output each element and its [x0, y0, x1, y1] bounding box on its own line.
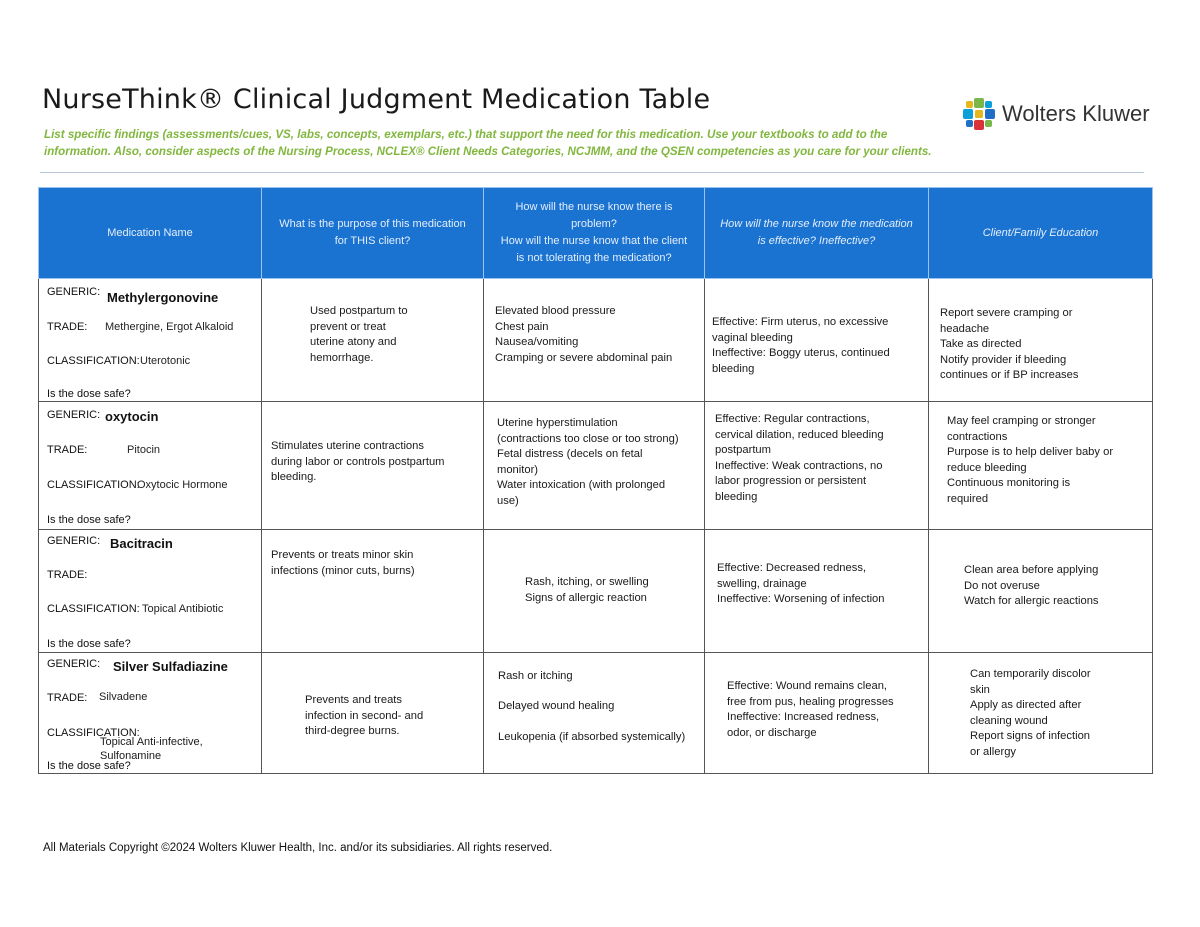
logo-text: Wolters Kluwer — [1002, 101, 1150, 126]
purpose-text: Prevents or treats minor skin infections (minor cuts, burns) — [271, 549, 415, 577]
generic-label: GENERIC: — [47, 658, 101, 670]
classification-label: CLASSIFICATION: — [47, 355, 140, 367]
classification-label: CLASSIFICATION: — [47, 727, 140, 739]
purpose-text: Stimulates uterine contractions during labor or controls postpartum bleeding. — [271, 440, 445, 483]
instructions-text: List specific findings (assessments/cues, VS, labs, concepts, exemplars, etc.) that support the need for this medication. Use your textbooks to add to the information. Also, consider aspects of the Nursing Process, NCLEX® Client Needs Categories, NCJMM, and the QSEN competencies as you care for your clients. — [44, 128, 932, 158]
table-row — [39, 402, 1153, 530]
classification-value: Uterotonic — [140, 355, 191, 367]
col-problem: How will the nurse know there is problem? How will the nurse know that the client is not tolerating the medication? — [484, 188, 705, 279]
effectiveness-text: Effective: Decreased redness, swelling, drainage Ineffective: Worsening of infection — [717, 562, 885, 605]
problem-text: Rash, itching, or swelling Signs of allergic reaction — [525, 576, 649, 604]
generic-label: GENERIC: — [47, 409, 101, 421]
generic-label: GENERIC: — [47, 286, 101, 298]
table-row — [39, 279, 1153, 402]
medication-name-cell — [39, 279, 262, 402]
effectiveness-cell — [705, 279, 929, 402]
table-row — [39, 530, 1153, 653]
trade-label: TRADE: — [47, 321, 88, 333]
copyright-footer: All Materials Copyright ©2024 Wolters Kluwer Health, Inc. and/or its subsidiaries. All rights reserved. — [43, 842, 553, 854]
generic-label: GENERIC: — [47, 535, 101, 547]
purpose-cell — [262, 402, 484, 530]
trade-value: Pitocin — [127, 444, 161, 456]
header-divider — [40, 172, 1144, 173]
education-text: Can temporarily discolor skin Apply as directed after cleaning wound Report signs of infection or allergy — [970, 668, 1091, 758]
col-education: Client/Family Education — [929, 188, 1153, 279]
dose-safe-label: Is the dose safe? — [47, 638, 131, 650]
purpose-cell — [262, 530, 484, 653]
education-text: Clean area before applying Do not overuse Watch for allergic reactions — [964, 564, 1099, 607]
problem-text: Rash or itching — [498, 670, 573, 682]
generic-value: Methylergonovine — [107, 290, 219, 305]
education-cell — [929, 530, 1153, 653]
problem-cell — [484, 653, 705, 774]
classification-value: Topical Antibiotic — [142, 603, 224, 615]
generic-value: Silver Sulfadiazine — [113, 659, 228, 674]
purpose-cell — [262, 279, 484, 402]
problem-cell — [484, 530, 705, 653]
classification-label: CLASSIFICATION: — [47, 479, 140, 491]
problem-text: Delayed wound healing — [498, 700, 615, 712]
trade-label: TRADE: — [47, 444, 88, 456]
purpose-text: Used postpartum to prevent or treat uterine atony and hemorrhage. — [310, 305, 408, 364]
trade-value: Silvadene — [99, 691, 148, 703]
effectiveness-cell — [705, 530, 929, 653]
effectiveness-text: Effective: Wound remains clean, free from pus, healing progresses Ineffective: Increased redness, odor, or discharge — [727, 680, 894, 739]
problem-cell — [484, 279, 705, 402]
classification-label: CLASSIFICATION: — [47, 603, 140, 615]
classification-value: Topical Anti-infective, Sulfonamine — [100, 736, 203, 762]
trade-label: TRADE: — [47, 692, 88, 704]
table-header-row — [39, 188, 1153, 279]
education-text: May feel cramping or stronger contractions Purpose is to help deliver baby or reduce bleeding Continuous monitoring is required — [947, 415, 1114, 505]
medication-name-cell — [39, 530, 262, 653]
education-cell — [929, 402, 1153, 530]
problem-text: Leukopenia (if absorbed systemically) — [498, 731, 686, 743]
wolters-kluwer-logo — [962, 97, 1150, 131]
wolters-kluwer-logo-icon — [962, 97, 996, 131]
effectiveness-cell — [705, 653, 929, 774]
problem-cell — [484, 402, 705, 530]
purpose-text: Prevents and treats infection in second- and third-degree burns. — [305, 694, 424, 737]
generic-value: Bacitracin — [110, 536, 173, 551]
medication-name-cell — [39, 402, 262, 530]
education-cell — [929, 279, 1153, 402]
effectiveness-text: Effective: Regular contractions, cervical dilation, reduced bleeding postpartum Ineffective: Weak contractions, no labor progression or persistent bleeding — [715, 413, 884, 503]
col-effectiveness: How will the nurse know the medication is effective? Ineffective? — [705, 188, 929, 279]
dose-safe-label: Is the dose safe? — [47, 514, 131, 526]
dose-safe-label: Is the dose safe? — [47, 388, 131, 400]
trade-value: Methergine, Ergot Alkaloid — [105, 321, 234, 333]
effectiveness-text: Effective: Firm uterus, no excessive vaginal bleeding Ineffective: Boggy uterus, continued bleeding — [712, 316, 890, 375]
classification-value: Oxytocic Hormone — [137, 479, 228, 491]
problem-text: Elevated blood pressure Chest pain Nausea/vomiting Cramping or severe abdominal pain — [495, 305, 673, 364]
col-medication-name: Medication Name — [39, 188, 262, 279]
effectiveness-cell — [705, 402, 929, 530]
dose-safe-label: Is the dose safe? — [47, 760, 131, 772]
education-cell — [929, 653, 1153, 774]
medication-table — [38, 187, 1153, 774]
education-text: Report severe cramping or headache Take as directed Notify provider if bleeding continues or if BP increases — [940, 307, 1079, 381]
col-purpose: What is the purpose of this medication for THIS client? — [262, 188, 484, 279]
trade-label: TRADE: — [47, 569, 88, 581]
purpose-cell — [262, 653, 484, 774]
generic-value: oxytocin — [105, 409, 159, 424]
medication-name-cell — [39, 653, 262, 774]
problem-text: Uterine hyperstimulation (contractions too close or too strong) Fetal distress (decels on fetal monitor) Water intoxication (with prolonged use) — [497, 417, 679, 507]
page-title: NurseThink® Clinical Judgment Medication Table — [42, 84, 711, 115]
table-row — [39, 653, 1153, 774]
